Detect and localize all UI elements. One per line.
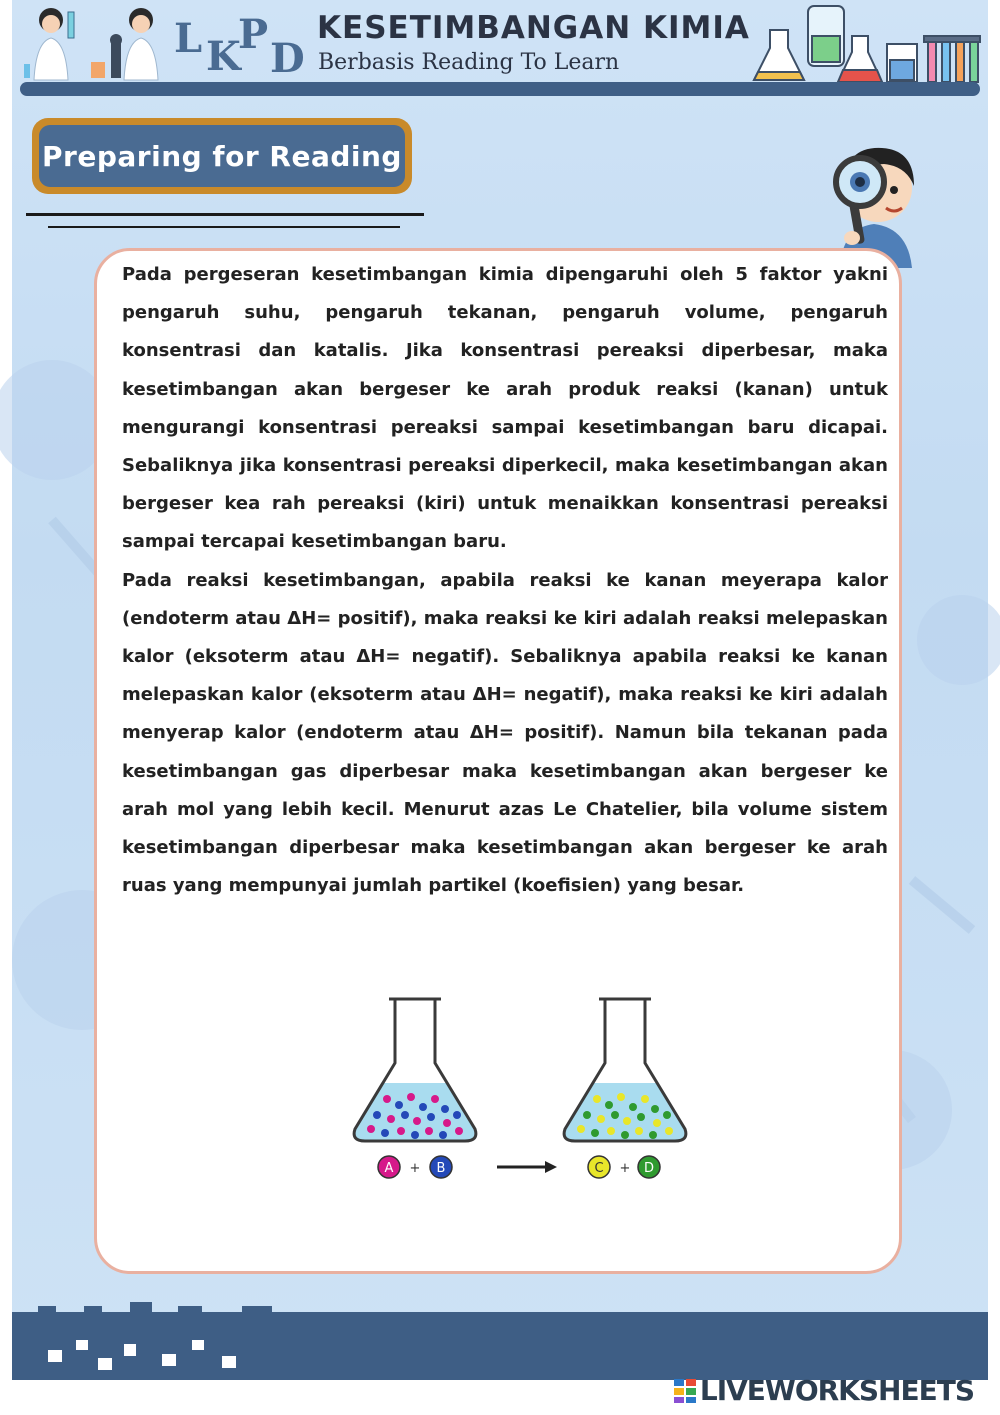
liveworksheets-wordmark: LIVEWORKSHEETS — [699, 1374, 974, 1407]
liveworksheets-brand[interactable] — [674, 1374, 974, 1407]
section-underline-bottom — [48, 226, 400, 228]
section-underline-top — [26, 213, 424, 216]
svg-text:P: P — [238, 11, 269, 58]
reactant-b-label: B — [436, 1161, 446, 1176]
svg-text:D: D — [270, 35, 305, 82]
reactant-flask — [347, 999, 487, 1143]
reading-card — [94, 248, 902, 1274]
product-c-label: C — [594, 1161, 604, 1176]
section-title-badge — [32, 118, 412, 194]
svg-text:K: K — [206, 33, 241, 80]
header-divider-bar — [20, 82, 980, 96]
equilibrium-flask-diagram — [347, 991, 707, 1191]
liveworksheets-logo-icon — [674, 1379, 696, 1403]
lab-equipment-illustration — [742, 0, 988, 86]
product-plus: + — [619, 1161, 631, 1176]
pixel-pattern-decoration — [12, 1300, 272, 1380]
reactant-a-label: A — [384, 1161, 394, 1176]
scientists-illustration — [16, 2, 176, 82]
section-title: Preparing for Reading — [42, 139, 402, 173]
reaction-arrow-icon — [497, 1161, 557, 1173]
worksheet-page — [12, 0, 988, 1407]
header-subtitle: Berbasis Reading To Learn — [318, 50, 620, 75]
header-title: KESETIMBANGAN KIMIA — [317, 10, 750, 46]
lkpd-logo — [172, 10, 307, 80]
reading-paragraph-2: Pada reaksi kesetimbangan, apabila reaksi ke kanan meyerapa kalor (endoterm atau ΔH= positif), maka reaksi ke kiri adalah reaksi melepaskan kalor (eksoterm atau ΔH= negatif). Sebaliknya apabila reaksi ke kanan melepaskan kalor (eksoterm atau ΔH= negatif), maka reaksi ke kiri adalah menyerap kalor (endoterm atau ΔH= positif). Namun bila tekanan pada kesetimbangan gas diperbesar maka kesetimbangan akan bergeser ke arah mol yang lebih kecil. Menurut azas Le Chatelier, bila volume sistem kesetimbangan diperbesar maka kesetimbangan akan bergeser ke arah ruas yang mempunyai jumlah partikel (koefisien) yang besar. — [122, 569, 888, 897]
section-title-inner — [39, 125, 405, 187]
reading-paragraph-1: Pada pergeseran kesetimbangan kimia dipengaruhi oleh 5 faktor yakni pengaruh suhu, pengaruh tekanan, pengaruh volume, pengaruh konsentrasi dan katalis. Jika konsentrasi pereaksi diperbesar, maka kesetimbangan akan bergeser ke arah produk reaksi (kanan) untuk mengurangi konsentrasi pereaksi sampai kesetimbangan baru dicapai. Sebaliknya jika konsentrasi pereaksi diperkecil, maka kesetimbangan akan bergeser kea rah pereaksi (kiri) untuk menaikkan konsentrasi pereaksi sampai tercapai kesetimbangan baru. — [122, 264, 888, 553]
reading-text — [122, 256, 888, 905]
product-flask — [557, 999, 697, 1143]
reactant-plus: + — [409, 1161, 421, 1176]
product-d-label: D — [643, 1161, 655, 1176]
magnifier-kid-illustration — [822, 128, 926, 268]
svg-text:L: L — [174, 15, 203, 62]
